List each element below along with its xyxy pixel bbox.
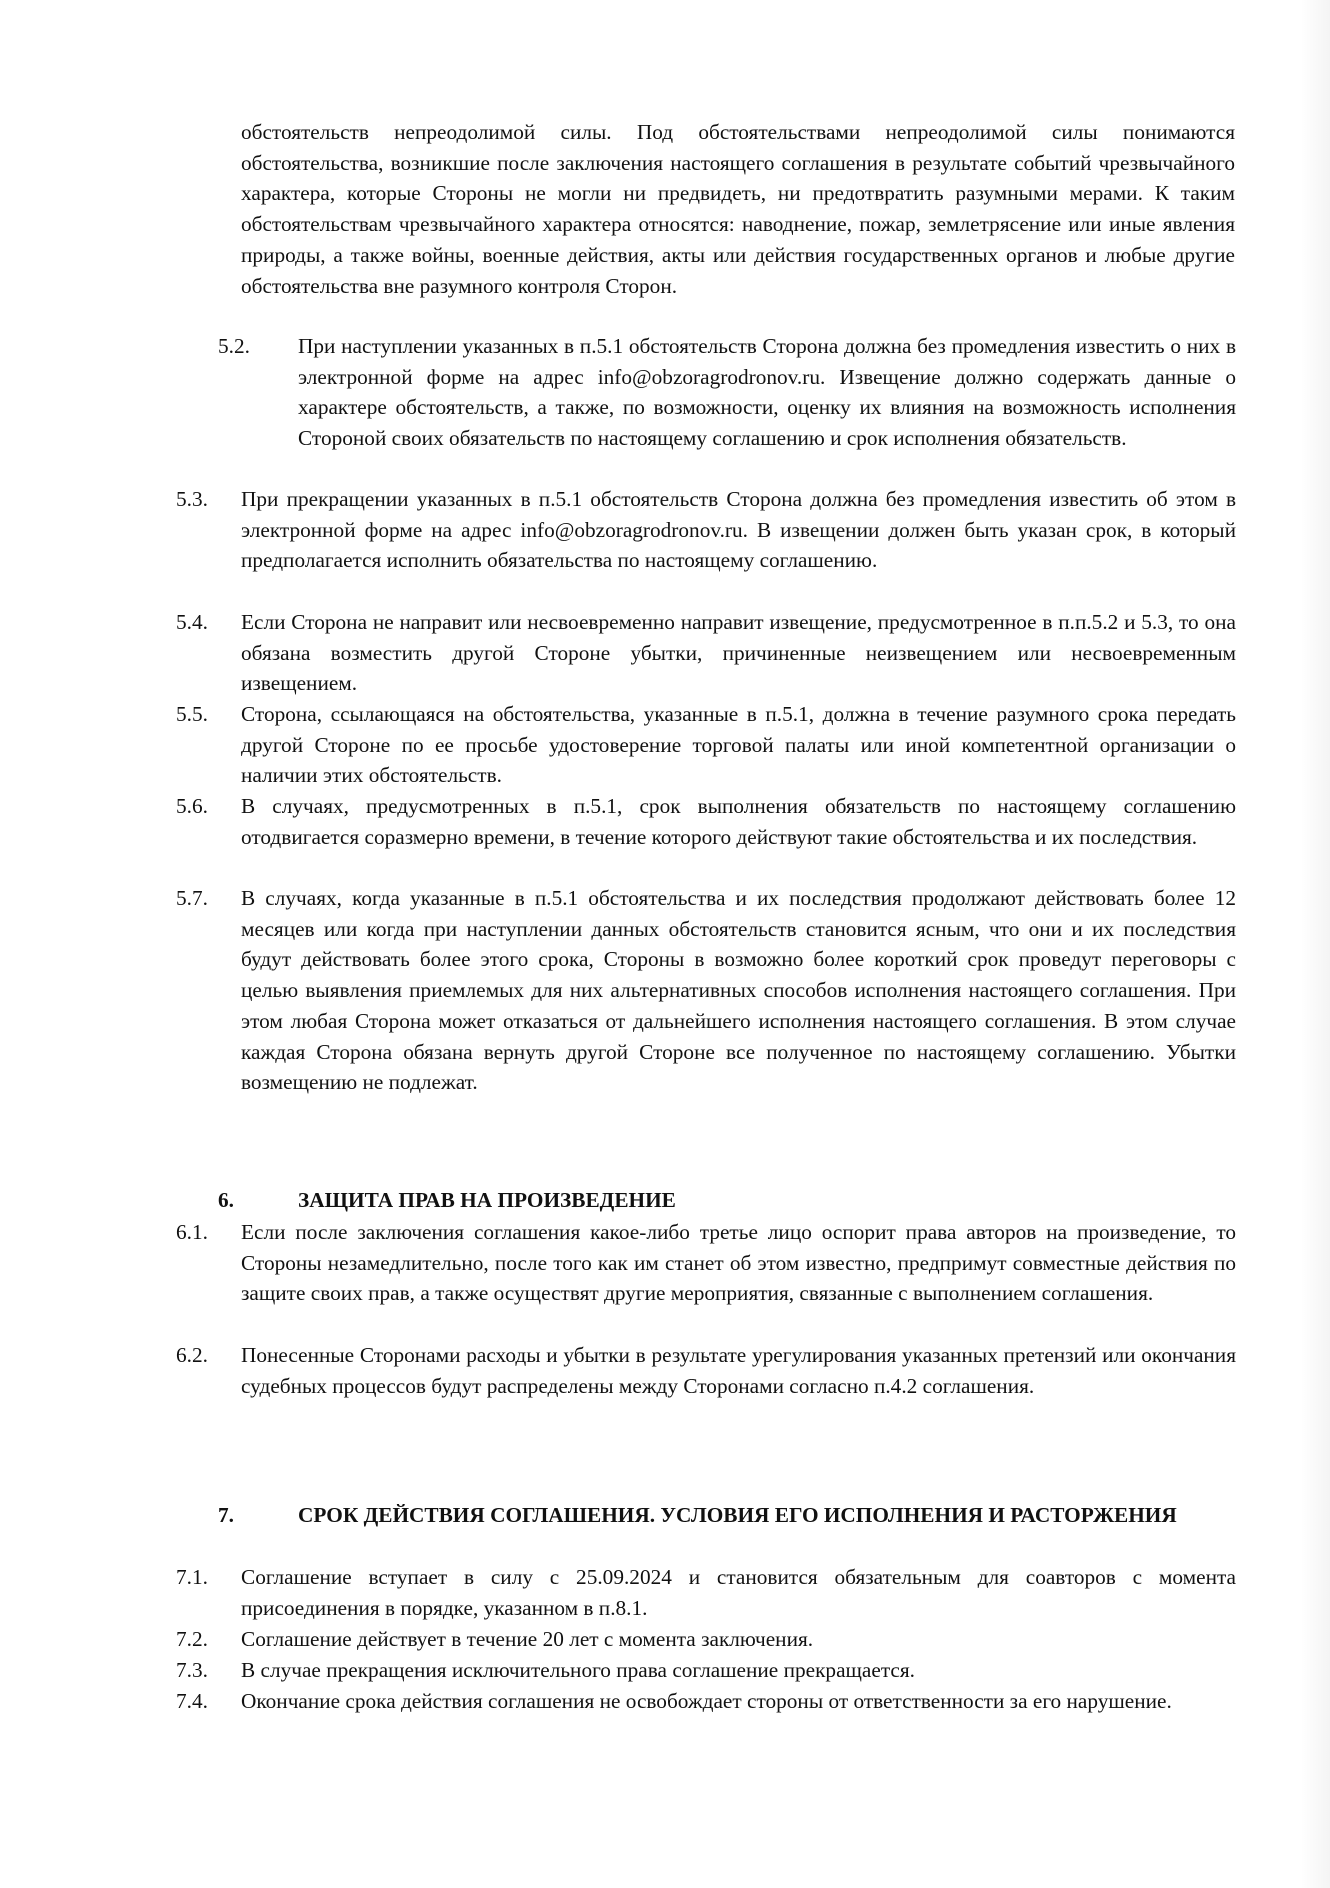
clause-5-1-continuation [241,117,1235,301]
clause-number: 5.7. [176,886,208,910]
clause-text: В случае прекращения исключительного права соглашение прекращается. [241,1658,915,1682]
clause-number: 5.6. [176,794,208,818]
page-edge-shadow [1300,0,1330,1888]
clause-text: Если Сторона не направит или несвоевременно направит извещение, предусмотренное в п.п.5.2 и 5.3, то она обязана возместить другой Стороне убытки, причиненные неизвещением или несвоевременным извещением. [241,610,1236,696]
clause-number: 6.1. [176,1220,208,1244]
section-title: СРОК ДЕЙСТВИЯ СОГЛАШЕНИЯ. УСЛОВИЯ ЕГО ИСПОЛНЕНИЯ И РАСТОРЖЕНИЯ [298,1503,1177,1527]
clause-text: Соглашение действует в течение 20 лет с момента заключения. [241,1627,814,1651]
clause-number: 7.2. [176,1627,208,1651]
clause-text: Сторона, ссылающаяся на обстоятельства, указанные в п.5.1, должна в течение разумного срока передать другой Стороне по ее просьбе удостоверение торговой палаты или иной компетентной организации о наличии этих обстоятельств. [241,702,1236,788]
clause-text: При прекращении указанных в п.5.1 обстоятельств Сторона должна без промедления известить об этом в электронной форме на адрес info@obzoragrodronov.ru. В извещении должен быть указан срок, в который предполагается исполнить обязательства по настоящему соглашению. [241,487,1236,573]
paragraph-text: обстоятельств непреодолимой силы. Под обстоятельствами непреодолимой силы понимаются обстоятельства, возникшие после заключения настоящего соглашения в результате событий чрезвычайного характера, которые Стороны не могли ни предвидеть, ни предотвратить разумными мерами. К таким обстоятельствам чрезвычайного характера относятся: наводнение, пожар, землетрясение или иные явления природы, а также войны, военные действия, акты или действия государственных органов и любые другие обстоятельства вне разумного контроля Сторон. [241,120,1235,298]
clause-text: В случаях, когда указанные в п.5.1 обстоятельства и их последствия продолжают действовать более 12 месяцев или когда при наступлении данных обстоятельств становится ясным, что они и их последствия будут действовать более этого срока, Стороны в возможно более короткий срок проведут переговоры с целью выявления приемлемых для них альтернативных способов исполнения настоящего соглашения. При этом любая Сторона может отказаться от дальнейшего исполнения настоящего соглашения. В этом случае каждая Сторона обязана вернуть другой Стороне все полученное по настоящему соглашению. Убытки возмещению не подлежат. [241,886,1236,1095]
clause-number: 6.2. [176,1343,208,1367]
clause-number: 7.1. [176,1565,208,1589]
clause-number: 5.4. [176,610,208,634]
clause-text: Окончание срока действия соглашения не освобождает стороны от ответственности за его нарушение. [241,1689,1172,1713]
clause-text: Если после заключения соглашения какое-либо третье лицо оспорит права авторов на произведение, то Стороны незамедлительно, после того как им станет об этом известно, предпримут совместные действия по защите своих прав, а также осуществят другие мероприятия, связанные с выполнением соглашения. [241,1220,1236,1306]
clause-text: В случаях, предусмотренных в п.5.1, срок выполнения обязательств по настоящему соглашению отодвигается соразмерно времени, в течение которого действуют такие обстоятельства и их последствия. [241,794,1236,849]
clause-text: Соглашение вступает в силу с 25.09.2024 и становится обязательным для соавторов с момента присоединения в порядке, указанном в п.8.1. [241,1565,1236,1620]
clause-number: 5.2. [218,334,250,358]
section-title: ЗАЩИТА ПРАВ НА ПРОИЗВЕДЕНИЕ [298,1188,676,1212]
clause-text: При наступлении указанных в п.5.1 обстоятельств Сторона должна без промедления известить о них в электронной форме на адрес info@obzoragrodronov.ru. Извещение должно содержать данные о характере обстоятельств, а также, по возможности, оценку их влияния на возможность исполнения Стороной своих обязательств по настоящему соглашению и срок исполнения обязательств. [298,334,1236,451]
clause-number: 7.3. [176,1658,208,1682]
section-number: 6. [218,1188,234,1212]
clause-text: Понесенные Сторонами расходы и убытки в результате урегулирования указанных претензий или окончания судебных процессов будут распределены между Сторонами согласно п.4.2 соглашения. [241,1343,1236,1398]
clause-number: 7.4. [176,1689,208,1713]
section-number: 7. [218,1503,234,1527]
clause-number: 5.5. [176,702,208,726]
clause-number: 5.3. [176,487,208,511]
